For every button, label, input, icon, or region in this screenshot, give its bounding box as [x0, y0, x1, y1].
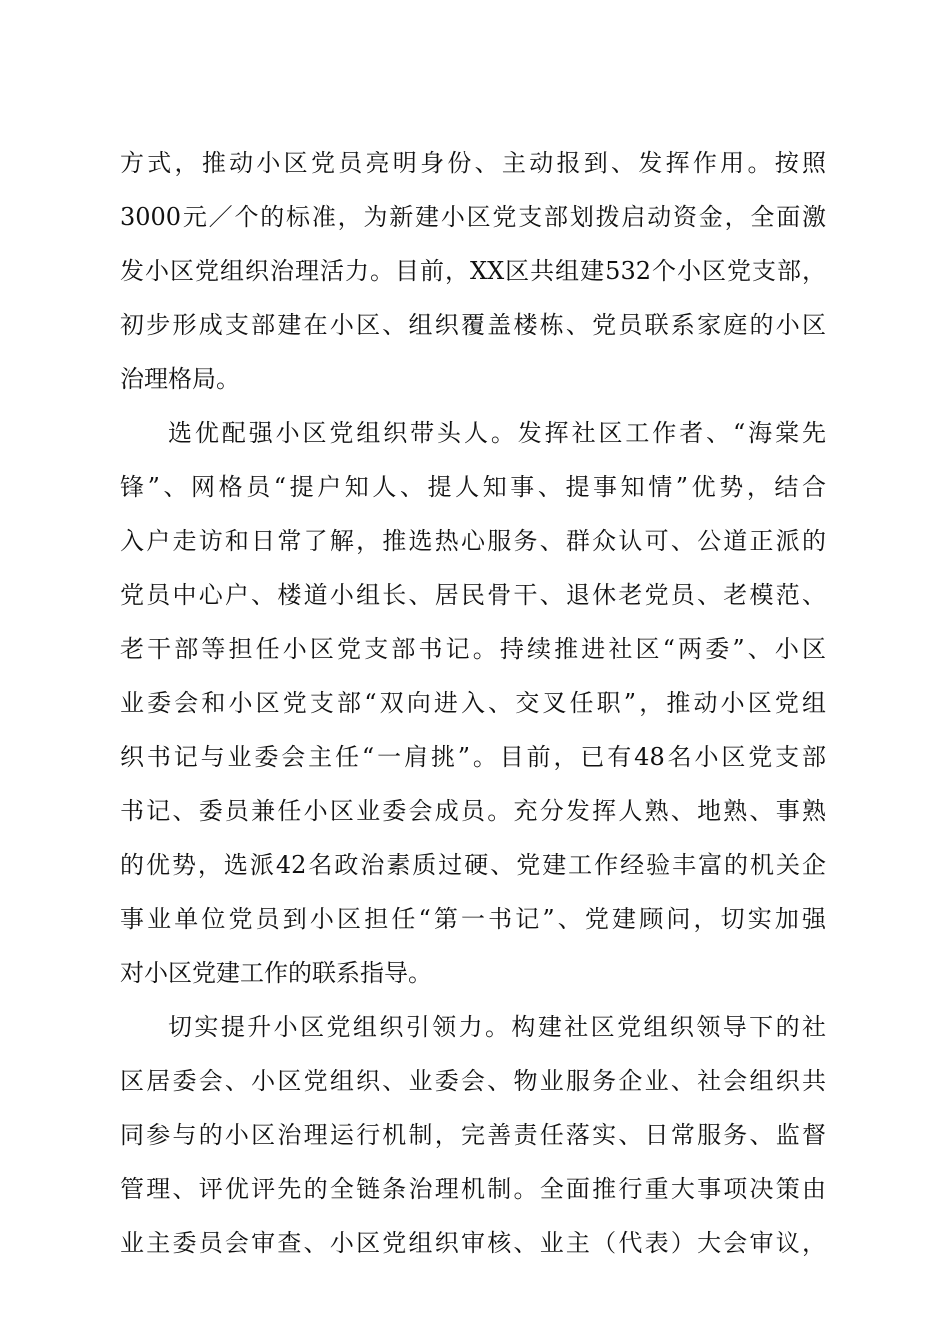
- paragraph-2-line-2: 锋”、网格员“提户知人、提人知事、提事知情”优势，结合: [120, 473, 826, 501]
- paragraph-3-line-1: 切实提升小区党组织引领力。构建社区党组织领导下的社: [168, 1013, 826, 1041]
- paragraph-3-line-5: 业主委员会审查、小区党组织审核、业主（代表）大会审议，: [120, 1229, 826, 1257]
- paragraph-3-line-2: 区居委会、小区党组织、业委会、物业服务企业、社会组织共: [120, 1067, 826, 1095]
- paragraph-3-line-4: 管理、评优评先的全链条治理机制。全面推行重大事项决策由: [120, 1175, 826, 1203]
- paragraph-2-line-8: 书记、委员兼任小区业委会成员。充分发挥人熟、地熟、事熟: [120, 797, 826, 825]
- paragraph-1-line-3: 发小区党组织治理活力。目前，XX区共组建532个小区党支部，: [120, 257, 826, 285]
- paragraph-2-line-4: 党员中心户、楼道小组长、居民骨干、退休老党员、老模范、: [120, 581, 826, 609]
- paragraph-1-line-2: 3000元／个的标准，为新建小区党支部划拨启动资金，全面激: [120, 203, 826, 231]
- paragraph-2-line-10: 事业单位党员到小区担任“第一书记”、党建顾问，切实加强: [120, 905, 826, 933]
- document-body: [120, 136, 826, 1270]
- paragraph-3-line-3: 同参与的小区治理运行机制，完善责任落实、日常服务、监督: [120, 1121, 826, 1149]
- paragraph-2-line-9: 的优势，选派42名政治素质过硬、党建工作经验丰富的机关企: [120, 851, 826, 879]
- paragraph-2-line-3: 入户走访和日常了解，推选热心服务、群众认可、公道正派的: [120, 527, 826, 555]
- paragraph-1-line-4: 初步形成支部建在小区、组织覆盖楼栋、党员联系家庭的小区: [120, 311, 826, 339]
- paragraph-2-line-5: 老干部等担任小区党支部书记。持续推进社区“两委”、小区: [120, 635, 826, 663]
- paragraph-1-line-5: 治理格局。: [120, 365, 240, 393]
- paragraph-2-line-11: 对小区党建工作的联系指导。: [120, 959, 432, 987]
- paragraph-2-line-6: 业委会和小区党支部“双向进入、交叉任职”，推动小区党组: [120, 689, 826, 717]
- paragraph-1-line-1: 方式，推动小区党员亮明身份、主动报到、发挥作用。按照: [120, 149, 826, 177]
- paragraph-2-line-7: 织书记与业委会主任“一肩挑”。目前，已有48名小区党支部: [120, 743, 826, 771]
- paragraph-2-line-1: 选优配强小区党组织带头人。发挥社区工作者、“海棠先: [168, 419, 826, 447]
